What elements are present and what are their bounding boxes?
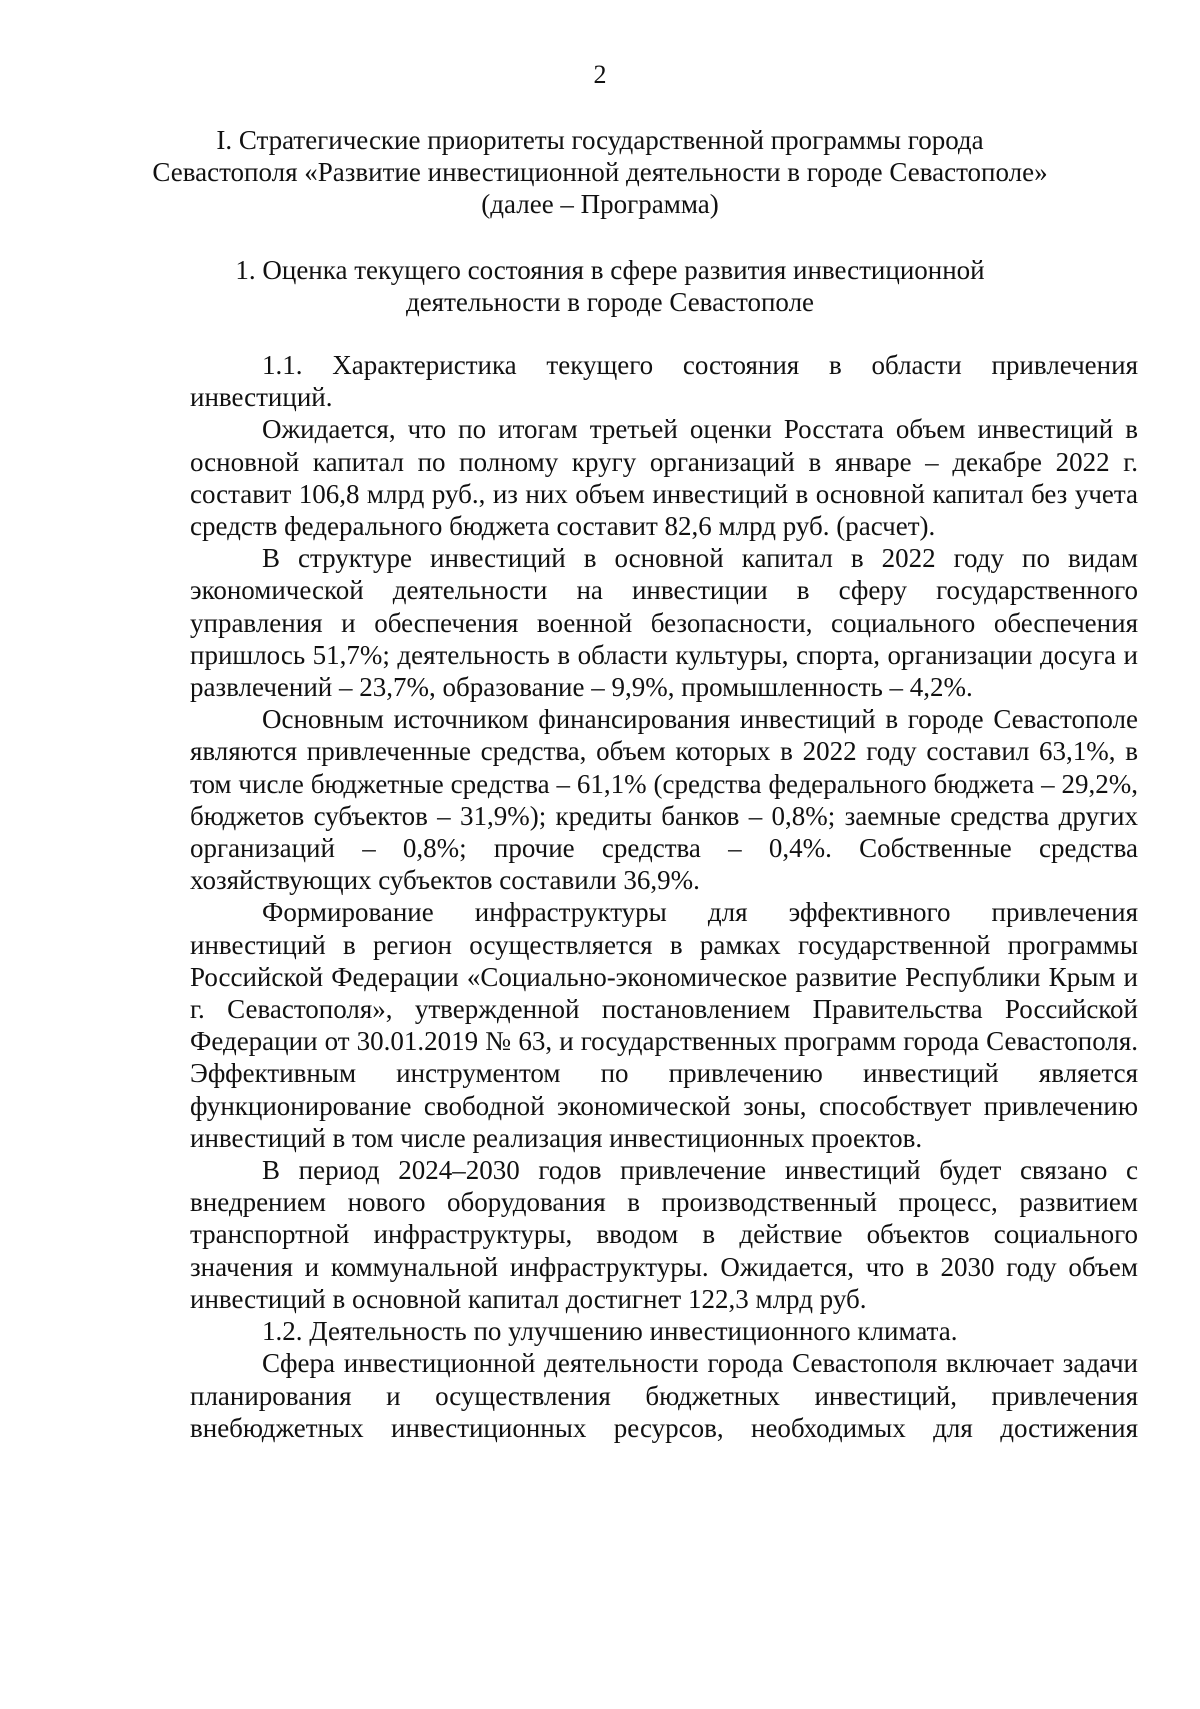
paragraph-1-2-heading: 1.2. Деятельность по улучшению инвестиционного климата. bbox=[262, 1316, 958, 1347]
paragraph-1-1-heading: 1.1. Характеристика текущего состояния в области привлечения инвестиций. bbox=[190, 350, 1138, 413]
paragraph-investment-volume: Ожидается, что по итогам третьей оценки Росстата объем инвестиций в основной капитал по полному кругу организаций в январе – декабре 2022 г. составит 106,8 млрд руб., из них объем инвестиций в основной капитал без учета средств федерального бюджета составит 82,6 млрд руб. (расчет). bbox=[190, 414, 1138, 542]
section-title-line-1: I. Стратегические приоритеты государственной программы города bbox=[216, 125, 984, 155]
section-title bbox=[150, 124, 1050, 220]
section-title-line-3: (далее – Программа) bbox=[481, 189, 719, 219]
body-text bbox=[190, 349, 1138, 1444]
paragraph-forecast-2030: В период 2024–2030 годов привлечение инвестиций будет связано с внедрением нового оборудования в производственный процесс, развитием транспортной инфраструктуры, вводом в действие объектов социального значения и коммунальной инфраструктуры. Ожидается, что в 2030 году объем инвестиций в основной капитал достигнет 122,3 млрд руб. bbox=[190, 1155, 1138, 1314]
paragraph-funding-sources: Основным источником финансирования инвестиций в городе Севастополе являются привлеченные средства, объем которых в 2022 году составил 63,1%, в том числе бюджетные средства – 61,1% (средства федерального бюджета – 29,2%, бюджетов субъектов – 31,9%); кредиты банков – 0,8%; заемные средства других организаций – 0,8%; прочие средства – 0,4%. Собственные средства хозяйствующих субъектов составили 36,9%. bbox=[190, 704, 1138, 896]
paragraph-investment-sphere: Сфера инвестиционной деятельности города Севастополя включает задачи планирования и осуществления бюджетных инвестиций, привлечения внебюджетных инвестиционных ресурсов, необходимых для достижения bbox=[190, 1348, 1138, 1443]
subsection-title bbox=[180, 254, 1040, 318]
paragraph-investment-structure: В структуре инвестиций в основной капитал в 2022 году по видам экономической деятельности на инвестиции в сферу государственного управления и обеспечения военной безопасности, социального обеспечения пришлось 51,7%; деятельность в области культуры, спорта, организации досуга и развлечений – 23,7%, образование – 9,9%, промышленность – 4,2%. bbox=[190, 543, 1138, 703]
subsection-title-line-2: деятельности в городе Севастополе bbox=[405, 287, 815, 317]
page-number: 2 bbox=[593, 60, 607, 89]
section-title-line-2: Севастополя «Развитие инвестиционной деятельности в городе Севастополе» bbox=[152, 157, 1048, 187]
subsection-title-line-1: 1. Оценка текущего состояния в сфере развития инвестиционной bbox=[235, 255, 985, 285]
paragraph-infrastructure: Формирование инфраструктуры для эффективного привлечения инвестиций в регион осуществляется в рамках государственной программы Российской Федерации «Социально-экономическое развитие Республики Крым и г. Севастополя», утвержденной постановлением Правительства Российской Федерации от 30.01.2019 № 63, и государственных программ города Севастополя. Эффективным инструментом по привлечению инвестиций является функционирование свободной экономической зоны, способствует привлечению инвестиций в том числе реализация инвестиционных проектов. bbox=[190, 897, 1138, 1153]
